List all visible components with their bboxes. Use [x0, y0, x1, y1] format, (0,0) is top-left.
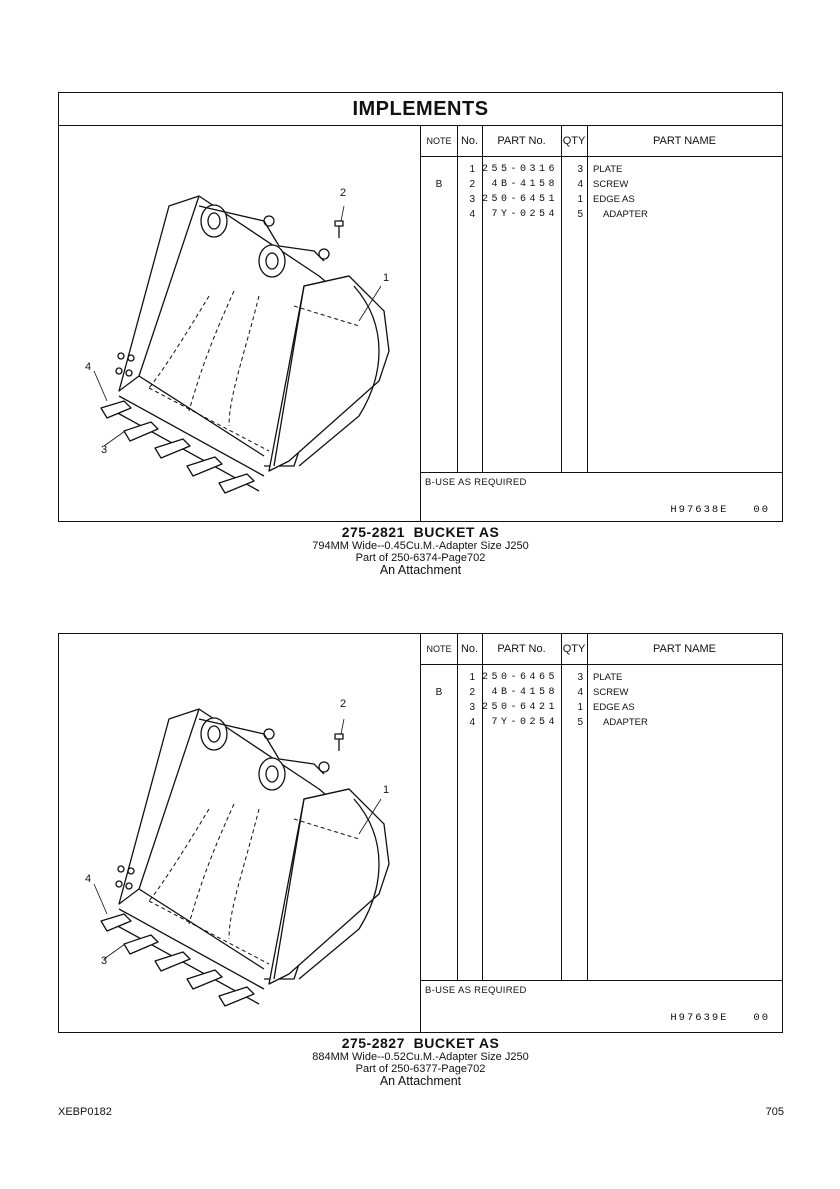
callout-4: 4: [85, 873, 92, 885]
header-part-name: PART NAME: [653, 135, 716, 147]
caption-title: 275-2821 BUCKET AS: [341, 524, 500, 540]
row-part-no: 7Y-0254: [491, 717, 558, 728]
header-part-no: PART No.: [497, 135, 546, 147]
row-part-no: 7Y-0254: [491, 209, 558, 220]
bucket-illustration-2: [59, 634, 421, 1032]
row-part-name: PLATE: [593, 672, 623, 683]
caption-line-3: An Attachment: [379, 1074, 462, 1088]
footnote: B-USE AS REQUIRED: [425, 477, 527, 488]
row-qty: 1: [577, 194, 583, 205]
callout-1: 1: [383, 784, 390, 796]
row-part-name: EDGE AS: [593, 194, 635, 205]
caption-1: [58, 525, 783, 577]
row-no: 1: [469, 164, 475, 175]
row-no: 4: [469, 717, 475, 728]
row-part-no: 250-6465: [482, 672, 559, 683]
row-qty: 4: [577, 687, 583, 698]
header-no: No.: [460, 643, 479, 655]
callout-2: 2: [340, 187, 347, 199]
table-row: [421, 192, 782, 207]
table-row: [421, 670, 782, 685]
header-part-name: PART NAME: [653, 643, 716, 655]
document-id: XEBP0182: [58, 1106, 112, 1118]
row-part-name: ADAPTER: [603, 209, 648, 220]
table-row: [421, 715, 782, 730]
table-rows: [421, 162, 782, 222]
row-no: 2: [469, 687, 475, 698]
header-qty: QTY: [562, 643, 586, 655]
row-part-no: 4B-4158: [491, 687, 558, 698]
row-part-name: ADAPTER: [603, 717, 648, 728]
row-qty: 1: [577, 702, 583, 713]
footnote: B-USE AS REQUIRED: [425, 985, 527, 996]
row-part-name: EDGE AS: [593, 702, 635, 713]
parts-table-1: [421, 126, 782, 522]
callout-2: 2: [340, 698, 347, 710]
row-qty: 3: [577, 672, 583, 683]
illustration-code: [670, 1012, 770, 1024]
callout-3: 3: [101, 955, 108, 967]
caption-title: 275-2827 BUCKET AS: [341, 1035, 500, 1051]
header-no: No.: [460, 135, 479, 147]
illustration-code-value: H97639E: [670, 1012, 729, 1024]
caption-line-2: Part of 250-6374-Page702: [355, 552, 486, 564]
section-title: IMPLEMENTS: [59, 93, 782, 126]
row-no: 1: [469, 672, 475, 683]
table-row: [421, 162, 782, 177]
parts-panel-1: [58, 92, 783, 522]
header-part-no: PART No.: [497, 643, 546, 655]
row-no: 3: [469, 194, 475, 205]
table-header: [421, 634, 782, 665]
table-row: [421, 177, 782, 192]
caption-line-2: Part of 250-6377-Page702: [355, 1063, 486, 1075]
callout-1: 1: [383, 272, 390, 284]
caption-2: [58, 1036, 783, 1088]
row-note: B: [435, 687, 443, 698]
bucket-illustration-1: [59, 126, 421, 522]
callout-4: 4: [85, 361, 92, 373]
row-no: 4: [469, 209, 475, 220]
row-part-name: PLATE: [593, 164, 623, 175]
header-note: NOTE: [426, 136, 452, 146]
table-header: [421, 126, 782, 157]
row-part-no: 250-6421: [482, 702, 559, 713]
page-number: 705: [765, 1106, 784, 1118]
header-qty: QTY: [562, 135, 586, 147]
illustration-code: [670, 504, 770, 516]
row-part-name: SCREW: [593, 687, 629, 698]
row-no: 3: [469, 702, 475, 713]
illustration-rev: 00: [753, 1012, 770, 1024]
table-row: [421, 700, 782, 715]
row-qty: 5: [577, 209, 583, 220]
table-row: [421, 207, 782, 222]
caption-line-1: 884MM Wide--0.52Cu.M.-Adapter Size J250: [312, 1051, 529, 1063]
row-part-name: SCREW: [593, 179, 629, 190]
row-no: 2: [469, 179, 475, 190]
row-qty: 5: [577, 717, 583, 728]
row-part-no: 4B-4158: [491, 179, 558, 190]
parts-table-2: [421, 634, 782, 1032]
callout-3: 3: [101, 444, 108, 456]
table-rows: [421, 670, 782, 730]
illustration-rev: 00: [753, 504, 770, 516]
illustration-code-value: H97638E: [670, 504, 729, 516]
row-part-no: 255-0316: [482, 164, 559, 175]
row-part-no: 250-6451: [482, 194, 559, 205]
row-qty: 4: [577, 179, 583, 190]
row-note: B: [435, 179, 443, 190]
table-row: [421, 685, 782, 700]
parts-panel-2: [58, 633, 783, 1033]
header-note: NOTE: [426, 644, 452, 654]
row-qty: 3: [577, 164, 583, 175]
caption-line-3: An Attachment: [379, 563, 462, 577]
caption-line-1: 794MM Wide--0.45Cu.M.-Adapter Size J250: [312, 540, 529, 552]
